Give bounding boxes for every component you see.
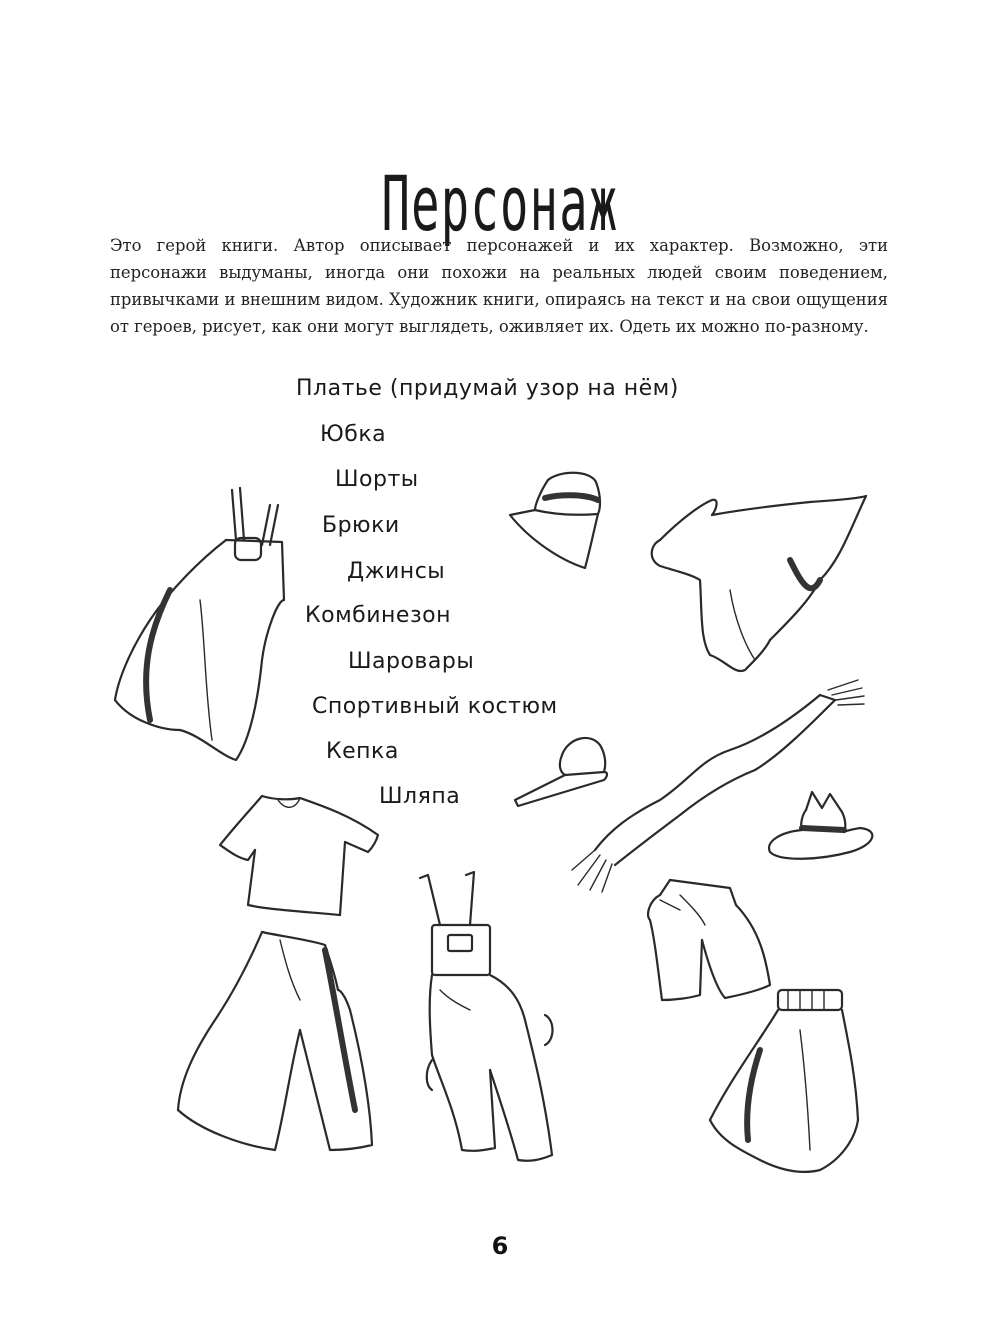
shorts-drawing — [648, 880, 770, 1000]
wide-trousers-drawing — [178, 932, 372, 1150]
clothing-item-tracksuit: Спортивный костюм — [312, 694, 558, 719]
cap-drawing — [515, 738, 607, 806]
clothing-item-overalls: Комбинезон — [305, 603, 452, 628]
clothing-item-dress: Платье (придумай узор на нём) — [296, 376, 679, 401]
overalls-drawing — [420, 872, 553, 1161]
clothing-item-jeans: Джинсы — [347, 559, 446, 584]
pinafore-dress-drawing — [115, 488, 284, 760]
clothing-item-harem-pants: Шаровары — [348, 649, 475, 674]
clothing-item-skirt: Юбка — [320, 422, 387, 447]
clothing-item-hat: Шляпа — [379, 784, 461, 809]
flowing-blouse-drawing — [652, 496, 866, 671]
t-shirt-drawing — [220, 796, 378, 915]
page-number: 6 — [491, 1232, 509, 1260]
long-skirt-drawing — [710, 990, 858, 1172]
clothing-item-cap: Кепка — [326, 739, 399, 764]
bucket-hat-drawing — [510, 473, 600, 568]
clothing-item-shorts: Шорты — [335, 467, 419, 492]
page-title: Персонаж — [381, 158, 619, 248]
clothing-item-trousers: Брюки — [322, 513, 400, 538]
intro-paragraph: Это герой книги. Автор описывает персонажей и их характер. Возможно, эти персонажи выдуманы, иногда они похожи на реальных людей своим поведением, привычками и внешним видом. Художник книги, опираясь на текст и на свои ощущения от героев, рисует, как они могут выглядеть, оживляет их. Одеть их можно по-разному. — [110, 236, 888, 337]
scarf-drawing — [572, 680, 864, 892]
fedora-hat-drawing — [769, 792, 872, 859]
